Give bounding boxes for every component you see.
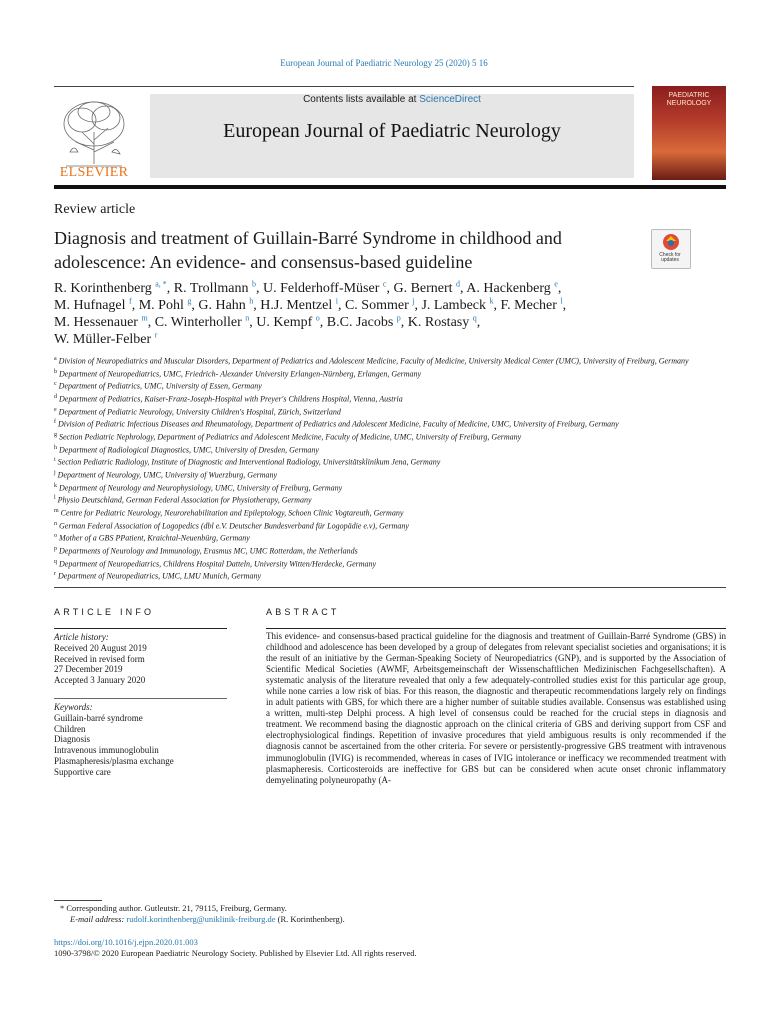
author-name: B.C. Jacobs — [326, 315, 394, 330]
author-separator: , — [476, 315, 481, 330]
author-name: G. Bernert — [393, 281, 453, 296]
affiliation-mark: a — [54, 356, 57, 362]
author — [393, 281, 466, 296]
crossmark-icon — [652, 230, 690, 252]
author-name: R. Trollmann — [173, 281, 249, 296]
running-head[interactable]: European Journal of Paediatric Neurology 25 (2020) 5 16 — [280, 58, 488, 68]
check-for-updates-button[interactable] — [651, 229, 691, 269]
author — [421, 298, 500, 313]
affiliation — [54, 354, 694, 367]
author-separator: , — [249, 315, 257, 330]
email-note — [60, 914, 700, 925]
author-affiliation-mark[interactable]: b — [252, 279, 256, 289]
contents-line — [150, 94, 634, 105]
keywords-label: Keywords: — [54, 702, 93, 712]
affiliation-text: Department of Pediatrics, UMC, University of Essen, Germany — [58, 381, 262, 391]
author-name: R. Korinthenberg — [54, 281, 152, 296]
article-history — [54, 632, 227, 686]
affiliation — [54, 417, 694, 430]
author-name: U. Felderhoff-Müser — [263, 281, 380, 296]
footnote-rule — [54, 900, 102, 901]
affiliation-mark: n — [54, 520, 57, 527]
affiliation — [54, 557, 694, 570]
author-separator: , — [414, 298, 422, 313]
contents-prefix: Contents lists available at — [303, 94, 420, 105]
affiliation-text: Department of Neurology and Neurophysiology, UMC, University of Freiburg, Germany — [59, 483, 343, 493]
author-separator: , — [166, 281, 174, 296]
author-separator: , — [191, 298, 199, 313]
affiliation — [54, 531, 694, 544]
affiliation-mark: k — [54, 482, 57, 489]
affiliation-text: Department of Pediatrics, Kaiser-Franz-Joseph-Hospital with Preyer's Childrens Hospital, Vienna, Austria — [59, 394, 403, 404]
keywords-rule — [54, 698, 227, 699]
history-line: Accepted 3 January 2020 — [54, 675, 146, 686]
article-info-heading: ARTICLE INFO — [54, 607, 155, 617]
footnotes — [60, 903, 700, 925]
author-affiliation-mark[interactable]: g — [187, 296, 192, 306]
author-affiliation-mark[interactable]: q — [472, 313, 477, 323]
affiliation-text: Section Pediatric Nephrology, Department of Pediatrics and Adolescent Medicine, Faculty of Medicine, UMC, University of Freiburg, Germany — [59, 432, 522, 442]
author-name: C. Sommer — [344, 298, 409, 313]
keyword: Guillain-barré syndrome — [54, 712, 143, 723]
author-affiliation-mark[interactable]: p — [396, 313, 401, 323]
affiliation — [54, 430, 694, 443]
history-line: 27 December 2019 — [54, 664, 123, 675]
author-separator: , — [319, 315, 327, 330]
article-title: Diagnosis and treatment of Guillain-Barré Syndrome in childhood and adolescence: An evidence- and consensus-based guideline — [54, 228, 562, 272]
author-list — [54, 280, 734, 348]
affiliation-text: Departments of Neurology and Immunology, Erasmus MC, UMC Rotterdam, the Netherlands — [59, 546, 358, 556]
affiliation — [54, 481, 694, 494]
author-name: A. Hackenberg — [466, 281, 551, 296]
affiliation-text: Physio Deutschland, German Federal Association for Physiotherapy, Germany — [57, 495, 312, 505]
author-affiliation-mark[interactable]: n — [245, 313, 250, 323]
author-separator: , — [557, 281, 562, 296]
corresponding-mark: * — [60, 903, 65, 913]
keyword: Intravenous immunoglobulin — [54, 745, 159, 756]
sciencedirect-link[interactable]: ScienceDirect — [419, 94, 481, 105]
author-affiliation-mark[interactable]: i — [335, 296, 338, 306]
affiliation-mark: f — [54, 419, 56, 426]
article-info-rule — [54, 628, 227, 629]
keyword: Diagnosis — [54, 734, 90, 745]
corresponding-text: Corresponding author. Gutleutstr. 21, 79115, Freiburg, Germany. — [66, 903, 287, 913]
author — [256, 315, 327, 330]
affiliation-mark: j — [54, 469, 56, 476]
doi-link[interactable]: https://doi.org/10.1016/j.ejpn.2020.01.003 — [54, 937, 198, 947]
affiliation — [54, 468, 694, 481]
affiliation — [54, 455, 694, 468]
author — [327, 315, 408, 330]
affiliation — [54, 506, 694, 519]
affiliation-mark: i — [54, 457, 56, 464]
author-affiliation-mark[interactable]: k — [489, 296, 494, 306]
author-name: F. Mecher — [500, 298, 557, 313]
email-label: E-mail address: — [70, 914, 125, 924]
author-affiliation-mark[interactable]: h — [249, 296, 254, 306]
author-affiliation-mark[interactable]: f — [129, 296, 132, 306]
affiliation — [54, 493, 694, 506]
corresponding-author-note — [60, 903, 700, 914]
author — [345, 298, 422, 313]
affiliation-text: Mother of a GBS PPatient, Kraichtal-Neuenbürg, Germany — [59, 533, 250, 543]
affiliation-text: Division of Neuropediatrics and Muscular Disorders, Department of Pediatrics and Adolescent Medicine, Faculty of Medicine, University Medical Center (UMC), University of Freiburg, Germany — [58, 356, 689, 366]
author-separator: , — [256, 281, 263, 296]
author-affiliation-mark[interactable]: a, * — [155, 279, 167, 289]
author-name: M. Hufnagel — [54, 298, 126, 313]
affiliation — [54, 544, 694, 557]
keywords — [54, 702, 227, 778]
section-rule — [54, 587, 726, 588]
author-separator: , — [131, 298, 139, 313]
masthead-bottom-rule — [54, 185, 726, 189]
elsevier-wordmark[interactable]: ELSEVIER — [59, 165, 129, 180]
author — [263, 281, 393, 296]
affiliation-text: Department of Neuropediatrics, UMC, Friedrich- Alexander University Erlangen-Nürnberg, Erlangen, Germany — [59, 369, 422, 379]
masthead-top-rule — [54, 86, 634, 87]
affiliation-mark: e — [54, 406, 57, 413]
affiliation — [54, 379, 694, 392]
affiliation — [54, 392, 694, 405]
author-separator: , — [400, 315, 408, 330]
author-name: M. Hessenauer — [54, 315, 138, 330]
author — [408, 315, 480, 330]
author-affiliation-mark[interactable]: c — [382, 279, 387, 289]
email-suffix: (R. Korinthenberg). — [275, 914, 345, 924]
author — [155, 315, 257, 330]
author — [54, 281, 174, 296]
journal-cover-title: PAEDIATRIC NEUROLOGY — [666, 92, 712, 107]
abstract-rule — [266, 628, 726, 629]
history-line: Received in revised form — [54, 653, 145, 664]
affiliation-list — [54, 354, 694, 582]
keyword: Plasmapheresis/plasma exchange — [54, 755, 174, 766]
author-separator: , — [253, 298, 261, 313]
author — [139, 298, 199, 313]
affiliation-text: Centre for Pediatric Neurology, Neurorehabilitation and Epileptology, Schoen Clinic Vogtareuth, Germany — [60, 508, 404, 518]
author-separator: , — [147, 315, 155, 330]
affiliation-mark: g — [54, 431, 57, 438]
affiliation-mark: d — [54, 393, 57, 400]
affiliation-text: Division of Pediatric Infectious Diseases and Rheumatology, Department of Pediatrics and Adolescent Medicine, Faculty of Medicine, UMC, University of Freiburg, Germany — [58, 419, 619, 429]
author-affiliation-mark[interactable]: l — [560, 296, 563, 306]
author-separator: , — [386, 281, 394, 296]
affiliation-mark: m — [54, 507, 59, 514]
affiliation-mark: c — [54, 381, 57, 388]
affiliation — [54, 443, 694, 456]
affiliation-mark: r — [54, 571, 56, 578]
author-separator: , — [493, 298, 501, 313]
affiliation-text: Department of Pediatric Neurology, University Children's Hospital, Zürich, Switzerland — [58, 407, 341, 417]
author-name: M. Pohl — [138, 298, 184, 313]
copyright: 1090-3798/© 2020 European Paediatric Neurology Society. Published by Elsevier Ltd. All rights reserved. — [54, 948, 417, 958]
author-name: K. Rostasy — [407, 315, 470, 330]
author-affiliation-mark[interactable]: r — [154, 330, 158, 340]
affiliation — [54, 367, 694, 380]
history-label: Article history: — [54, 632, 109, 642]
author-affiliation-mark[interactable]: o — [315, 313, 320, 323]
author — [54, 298, 139, 313]
affiliation-text: Department of Neuropediatrics, Childrens Hospital Datteln, University Witten/Herdecke, Germany — [59, 559, 377, 569]
crossmark-label: Check for updates — [659, 252, 681, 263]
affiliation-mark: p — [54, 545, 57, 552]
author-name: U. Kempf — [256, 315, 313, 330]
abstract-text: This evidence- and consensus-based practical guideline for the diagnosis and treatment of Guillain-Barré Syndrome (GBS) in childhood and adolescence has been developed by a group of delegates from relevant specialist societies and organisations; it is the result of an initiative by the German-Speaking Society of Neuropediatrics (GNP), and is supported by the Association of Scientific Medical Societies (AWMF, Arbeitsgemeinschaft der Wissenschaftlichen Medizinischen Fachgesellschaften). A systematic analysis of the literature revealed that only a few adequately-controlled studies exist for this particular age group, while none carries a low risk of bias. For this reason, the diagnostic and therapeutic recommendations largely rely on findings in adult patients with GBS, for which there are a higher number of suitable studies available. Consensus was established using a written, multi-step Delphi process. A high level of consensus could be reached for the crucial steps in diagnosis and treatment. We recommend basing the diagnostic approach on the clinical criteria of GBS and deriving support from CSF and electrophysiological findings. Repetition of invasive procedures that yield ambiguous results is only recommended if the diagnosis cannot be ascertained from the other criteria. For severe or persistently-progressive GBS treatment with intravenous immunoglobulin (IVIG) is recommended, whereas in cases of IVIG intolerance or inefficacy we recommended treatment with plasmapheresis. Corticosteroids are ineffective for GBS but can be considered when acute onset chronic inflammatory demyelinating polyneuropathy (A- — [266, 631, 726, 785]
author-separator: , — [562, 298, 567, 313]
affiliation — [54, 519, 694, 532]
keyword: Children — [54, 723, 86, 734]
author — [260, 298, 345, 313]
author — [54, 315, 155, 330]
affiliation-text: Department of Radiological Diagnostics, UMC, University of Dresden, Germany — [59, 445, 319, 455]
author-separator: , — [460, 281, 467, 296]
affiliation-text: Section Pediatric Radiology, Institute of Diagnostic and Interventional Radiology, Universitätsklinikum Jena, Germany — [57, 457, 441, 467]
author-name: J. Lambeck — [421, 298, 486, 313]
author — [198, 298, 260, 313]
email-link[interactable]: rudolf.korinthenberg@uniklinik-freiburg.de — [126, 914, 276, 924]
affiliation-text: Department of Neuropediatrics, UMC, LMU Munich, Germany — [58, 571, 262, 581]
author-affiliation-mark[interactable]: e — [554, 279, 558, 289]
article-type: Review article — [54, 202, 136, 217]
author — [174, 281, 263, 296]
author-name: H.J. Mentzel — [260, 298, 333, 313]
affiliation-mark: o — [54, 533, 57, 540]
affiliation-mark: h — [54, 444, 57, 451]
affiliation-text: Department of Neurology, UMC, University of Wuerzburg, Germany — [57, 470, 278, 480]
author-affiliation-mark[interactable]: j — [412, 296, 415, 306]
abstract-heading: ABSTRACT — [266, 607, 340, 617]
author — [501, 298, 567, 313]
author-name: W. Müller-Felber — [54, 332, 152, 347]
author-separator: , — [337, 298, 345, 313]
author-affiliation-mark[interactable]: d — [456, 279, 461, 289]
keyword: Supportive care — [54, 766, 111, 777]
affiliation — [54, 569, 694, 582]
history-line: Received 20 August 2019 — [54, 642, 147, 653]
affiliation-mark: q — [54, 558, 57, 565]
affiliation-text: German Federal Association of Logopedics (dbl e.V. Deutscher Bundesverband für Logopädie e.v), Germany — [59, 521, 409, 531]
journal-title[interactable]: European Journal of Paediatric Neurology — [223, 120, 561, 142]
affiliation-mark: b — [54, 368, 57, 375]
author-name: C. Winterholler — [154, 315, 242, 330]
affiliation-mark: l — [54, 495, 56, 502]
affiliation — [54, 405, 694, 418]
author-name: G. Hahn — [198, 298, 246, 313]
author — [54, 332, 157, 347]
author-affiliation-mark[interactable]: m — [141, 313, 148, 323]
author — [466, 281, 561, 296]
